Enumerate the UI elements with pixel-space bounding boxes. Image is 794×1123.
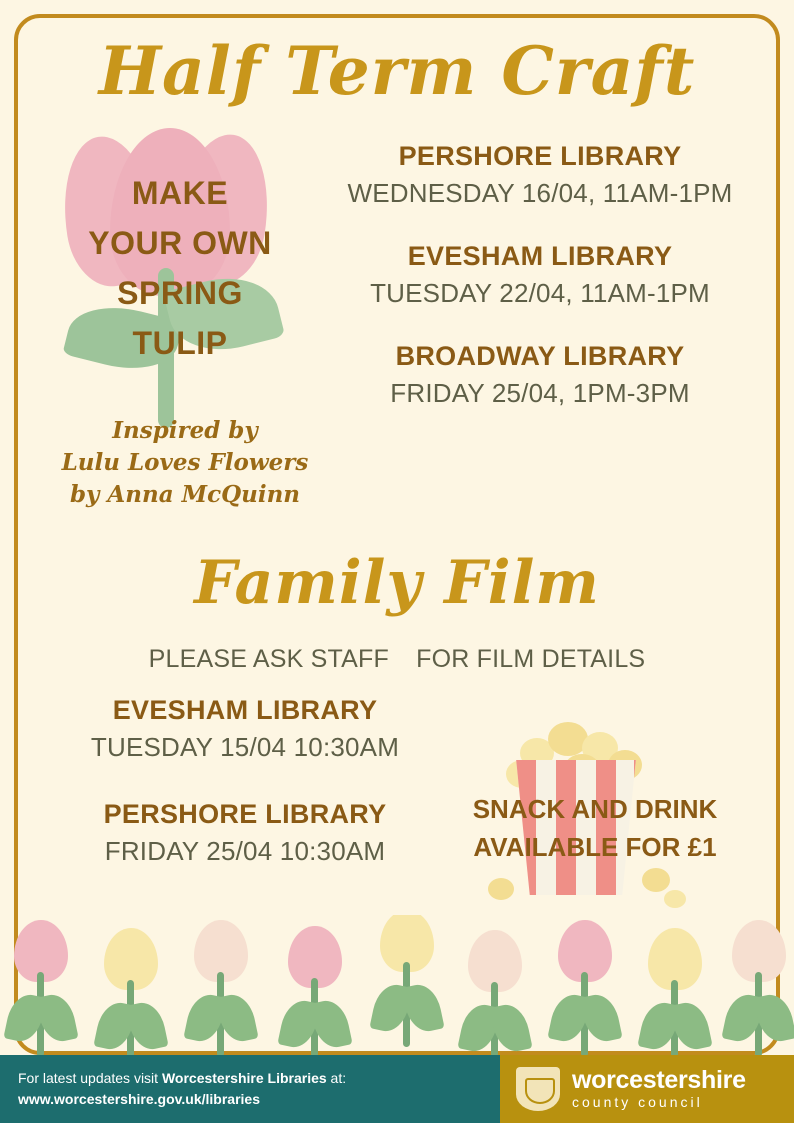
craft-heading (40, 168, 320, 368)
border-tulip (188, 920, 254, 1055)
footer (0, 1055, 794, 1123)
footer-url[interactable]: www.worcestershire.gov.uk/libraries (18, 1091, 260, 1107)
session-datetime: TUESDAY 22/04, 11AM-1PM (370, 278, 710, 308)
inspired-line-1: Inspired by (112, 417, 258, 444)
craft-session-list (320, 138, 760, 438)
craft-session-item (320, 138, 760, 212)
council-logo (500, 1055, 794, 1123)
border-tulip (8, 920, 74, 1055)
session-datetime: FRIDAY 25/04 10:30AM (104, 836, 386, 866)
family-film-subtitle (0, 645, 794, 674)
craft-heading-line-3: SPRING (117, 275, 243, 311)
craft-session-item (320, 338, 760, 412)
footer-line-1-suffix: at: (326, 1070, 347, 1086)
border-tulip (98, 928, 164, 1055)
popcorn-kernel-loose (664, 890, 686, 908)
logo-line-1: worcestershire (572, 1066, 746, 1094)
crest-icon (516, 1067, 560, 1111)
snack-info (430, 790, 760, 866)
footer-line-1-prefix: For latest updates visit (18, 1070, 162, 1086)
film-session-item (30, 692, 460, 766)
library-name: EVESHAM LIBRARY (407, 241, 673, 271)
library-name: BROADWAY LIBRARY (395, 341, 685, 371)
session-datetime: FRIDAY 25/04, 1PM-3PM (390, 378, 690, 408)
snack-line-1: SNACK AND DRINK (472, 794, 718, 824)
session-datetime: WEDNESDAY 16/04, 11AM-1PM (347, 178, 733, 208)
inspired-line-2: Lulu Loves Flowers (61, 449, 309, 476)
border-tulip (642, 928, 708, 1055)
film-subtitle-left: PLEASE ASK STAFF (148, 645, 389, 673)
craft-session-item (320, 238, 760, 312)
border-tulip (282, 926, 348, 1055)
popcorn-kernel-loose (488, 878, 514, 900)
border-tulip (462, 930, 528, 1055)
page-title: Half Term Craft (98, 32, 696, 110)
library-name: EVESHAM LIBRARY (112, 695, 378, 725)
session-datetime: TUESDAY 15/04 10:30AM (90, 732, 400, 762)
craft-heading-line-2: YOUR OWN (88, 225, 272, 261)
library-name: PERSHORE LIBRARY (398, 141, 682, 171)
footer-contact (0, 1068, 346, 1110)
logo-line-2: county council (572, 1094, 703, 1110)
film-subtitle-right: FOR FILM DETAILS (416, 645, 646, 673)
footer-line-1-bold: Worcestershire Libraries (161, 1070, 327, 1086)
popcorn-kernel-loose (642, 868, 670, 892)
inspired-by-credit (40, 415, 330, 511)
logo-wordmark (572, 1067, 746, 1111)
library-name: PERSHORE LIBRARY (103, 799, 387, 829)
snack-line-2: AVAILABLE FOR £1 (473, 832, 717, 862)
family-film-title: Family Film (194, 548, 600, 618)
tulip-border-row (0, 915, 794, 1055)
border-tulip (374, 915, 440, 1045)
inspired-line-3: by Anna McQuinn (69, 481, 301, 508)
film-session-item (30, 796, 460, 870)
film-session-list (30, 692, 460, 900)
footer-line-1 (18, 1068, 346, 1089)
craft-heading-line-4: TULIP (132, 325, 228, 361)
craft-heading-line-1: MAKE (131, 175, 229, 211)
border-tulip (726, 920, 792, 1055)
border-tulip (552, 920, 618, 1055)
